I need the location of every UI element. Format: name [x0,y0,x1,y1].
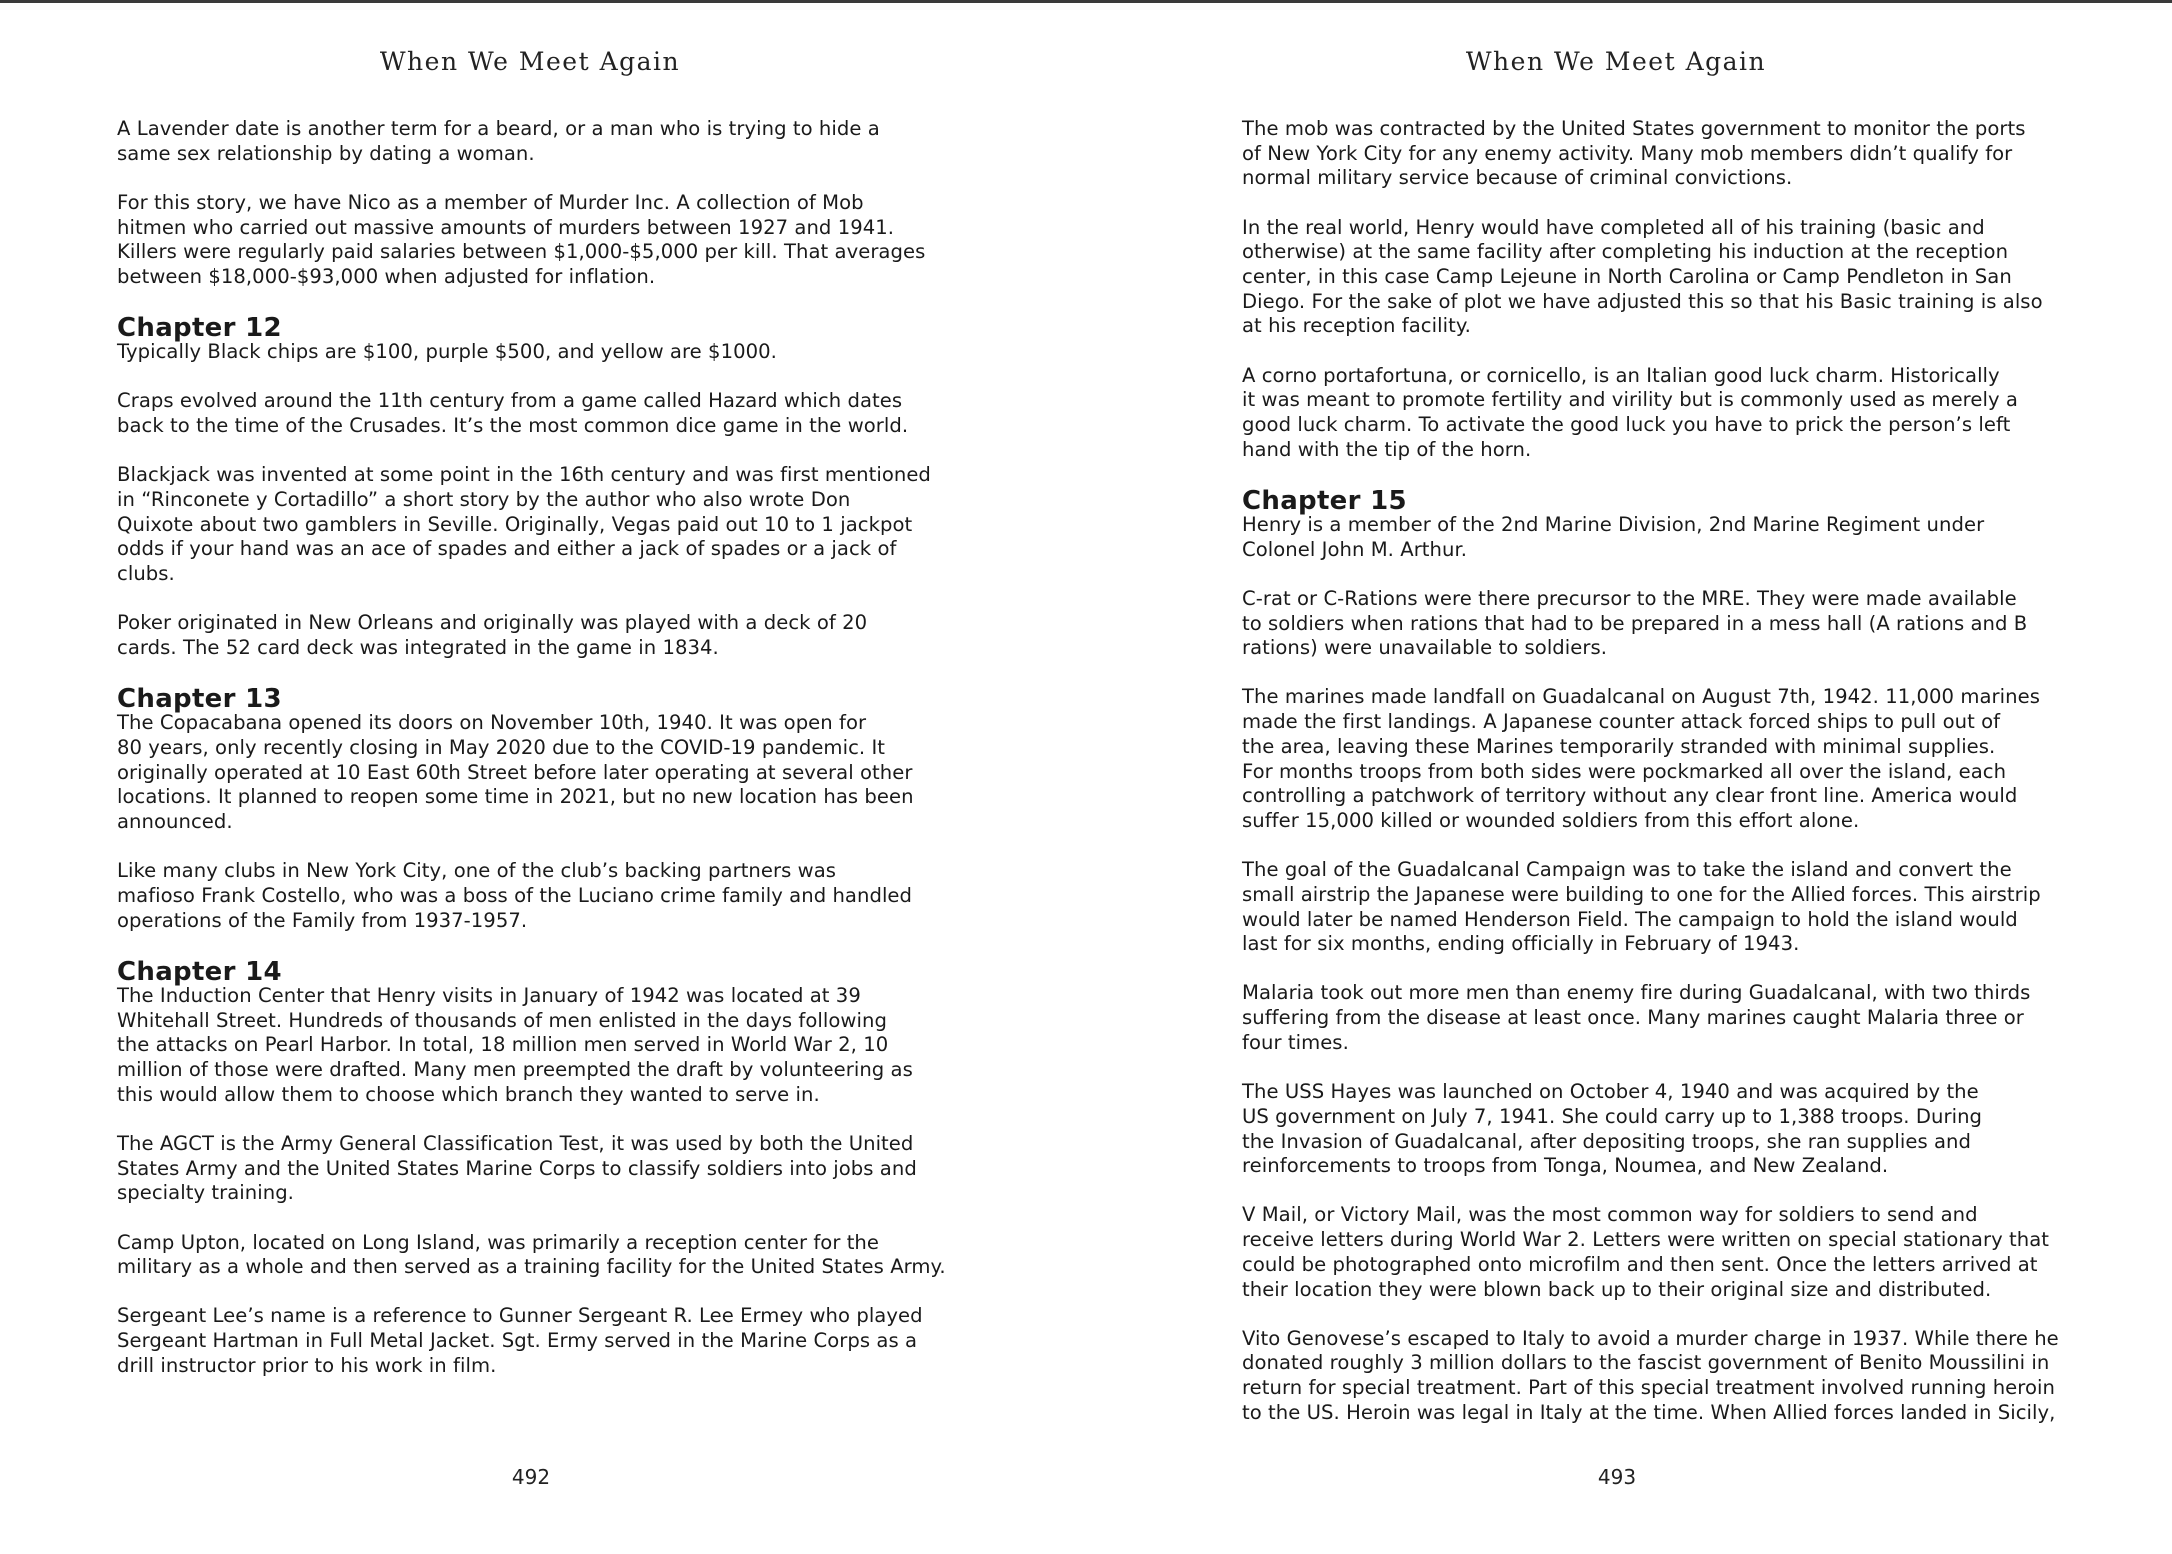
paragraph: Like many clubs in New York City, one of the club’s backing partners was mafioso Frank Costello, who was a boss of the Luciano crime family and handled operations of the Family from 1937-1957. [117,859,913,932]
paragraph: The goal of the Guadalcanal Campaign was to take the island and convert the small airstrip the Japanese were building to one for the Allied forces. This airstrip would later be named Henderson Field. The campaign to hold the island would last for six months, ending officially in February of 1943. [1242,858,2041,956]
paragraph: The mob was contracted by the United States government to monitor the ports of New York City for any enemy activity. Many mob members didn’t qualify for normal military service because of criminal convictions. [1242,117,2026,190]
paragraph: In the real world, Henry would have completed all of his training (basic and otherwise) at the same facility after completing his induction at the reception center, in this case Camp Lejeune in North Carolina or Camp Pendleton in San Diego. For the sake of plot we have adjusted this so that his Basic training is also at his reception facility. [1242,215,2043,338]
paragraph: The USS Hayes was launched on October 4, 1940 and was acquired by the US government on July 7, 1941. She could carry up to 1,388 troops. During the Invasion of Guadalcanal, after depositing troops, she ran supplies and reinforcements to troops from Tonga, Noumea, and New Zealand. [1242,1080,1983,1178]
paragraph: For this story, we have Nico as a member of Murder Inc. A collection of Mob hitmen who carried out massive amounts of murders between 1927 and 1941. Killers were regularly paid salaries between $1,000-$5,000 per kill. That averages between $18,000-$93,000 when adjusted for inflation. [117,190,926,289]
page-number: 493 [1597,1465,1637,1489]
page-number: 492 [511,1465,551,1489]
paragraph: The Copacabana opened its doors on November 10th, 1940. It was open for 80 years, only recently closing in May 2020 due to the COVID-19 pandemic. It originally operated at 10 East 60th Street before later operating at several other locations. It planned to reopen some time in 2021, but no new location has been announced. [117,711,914,834]
chapter-heading: Chapter 12 [117,313,282,344]
chapter-heading: Chapter 15 [1242,485,1407,516]
paragraph: Malaria took out more men than enemy fire during Guadalcanal, with two thirds suffering from the disease at least once. Many marines caught Malaria three or four times. [1242,981,2031,1054]
left-page [0,3,1086,1554]
paragraph: Vito Genovese’s escaped to Italy to avoid a murder charge in 1937. While there he donated roughly 3 million dollars to the fascist government of Benito Moussilini in return for special treatment. Part of this special treatment involved running heroin to the US. Heroin was legal in Italy at the time. When Allied forces landed in Sicily, [1242,1326,2059,1424]
paragraph: A Lavender date is another term for a beard, or a man who is trying to hide a same sex relationship by dating a woman. [117,117,880,165]
running-head: When We Meet Again [1465,47,1767,76]
running-head: When We Meet Again [379,47,681,76]
paragraph: Sergeant Lee’s name is a reference to Gunner Sergeant R. Lee Ermey who played Sergeant Hartman in Full Metal Jacket. Sgt. Ermy served in the Marine Corps as a drill instructor prior to his work in film. [117,1304,923,1377]
chapter-heading: Chapter 13 [117,684,282,715]
paragraph: Typically Black chips are $100, purple $500, and yellow are $1000. [117,340,777,364]
right-body-text [1242,117,2072,1450]
chapter-heading: Chapter 14 [117,956,282,987]
right-page [1086,3,2172,1554]
paragraph: Poker originated in New Orleans and originally was played with a deck of 20 cards. The 52 card deck was integrated in the game in 1834. [117,611,868,660]
paragraph: A corno portafortuna, or cornicello, is an Italian good luck charm. Historically it was meant to promote fertility and virility but is commonly used as merely a good luck charm. To activate the good luck you have to prick the person’s left hand with the tip of the horn. [1242,363,2018,461]
paragraph: Blackjack was invented at some point in the 16th century and was first mentioned in “Rinconete y Cortadillo” a short story by the author who also wrote Don Quixote about two gamblers in Seville. Originally, Vegas paid out 10 to 1 jackpot odds if your hand was an ace of spades and either a jack of spades or a jack of clubs. [117,463,931,586]
paragraph: The marines made landfall on Guadalcanal on August 7th, 1942. 11,000 marines made the first landings. A Japanese counter attack forced ships to pull out of the area, leaving these Marines temporarily stranded with minimal supplies. For months troops from both sides were pockmarked all over the island, each controlling a patchwork of territory without any clear front line. America would suffer 15,000 killed or wounded soldiers from this effort alone. [1242,685,2040,832]
paragraph: Camp Upton, located on Long Island, was primarily a reception center for the military as a whole and then served as a training facility for the United States Army. [117,1230,946,1279]
paragraph: The AGCT is the Army General Classification Test, it was used by both the United States Army and the United States Marine Corps to classify soldiers into jobs and specialty training. [117,1131,917,1205]
paragraph: C-rat or C-Rations were there precursor to the MRE. They were made available to soldiers when rations that had to be prepared in a mess hall (A rations and B rations) were unavailable to soldiers. [1242,586,2028,660]
paragraph: Craps evolved around the 11th century from a game called Hazard which dates back to the time of the Crusades. It’s the most common dice game in the world. [117,389,909,438]
paragraph: The Induction Center that Henry visits in January of 1942 was located at 39 Whitehall Street. Hundreds of thousands of men enlisted in the days following the attacks on Pearl Harbor. In total, 18 million men served in World War 2, 10 million of those were drafted. Many men preempted the draft by volunteering as this would allow them to choose which branch they wanted to serve in. [117,983,913,1106]
paragraph: V Mail, or Victory Mail, was the most common way for soldiers to send and receive letters during World War 2. Letters were written on special stationary that could be photographed onto microfilm and then sent. Once the letters arrived at their location they were blown back up to their original size and distributed. [1242,1203,2049,1301]
paragraph: Henry is a member of the 2nd Marine Division, 2nd Marine Regiment under Colonel John M. Arthur. [1242,512,1985,561]
left-body-text [117,117,947,1403]
